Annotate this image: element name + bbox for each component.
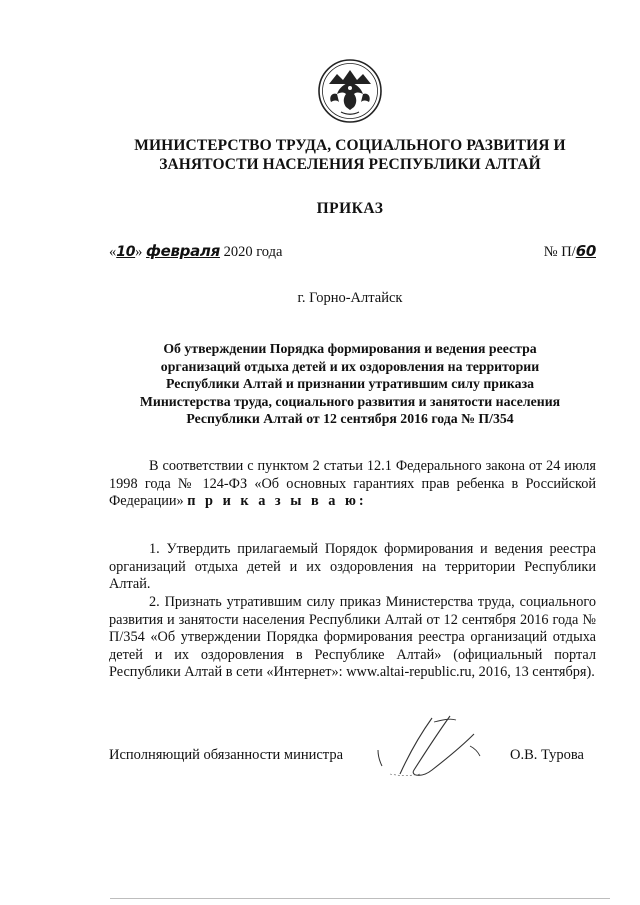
ministry-name: [100, 136, 600, 174]
page-bottom-edge: [110, 898, 610, 899]
order-item-1: 1. Утвердить прилагаемый Порядок формирования и ведения реестра организаций отдыха детей и их оздоровления на территории Республики Алтай.: [109, 541, 596, 592]
intro-paragraph: [109, 458, 596, 511]
date-day: 10: [116, 244, 136, 260]
signatory-position: Исполняющий обязанности министра: [109, 747, 344, 763]
ministry-line-1: МИНИСТЕРСТВО ТРУДА, СОЦИАЛЬНОГО РАЗВИТИЯ И: [134, 137, 566, 154]
order-word: п р и к а з ы в а ю:: [187, 493, 367, 509]
date-close-quote: »: [135, 244, 143, 260]
order-date: [109, 242, 282, 261]
subject-line-3: Республики Алтай и признании утратившим силу приказа: [165, 376, 535, 391]
altai-republic-emblem-icon: [317, 58, 383, 124]
handwritten-signature: [370, 712, 490, 782]
date-year: 2020 года: [223, 244, 283, 260]
order-number-value: 60: [575, 242, 596, 260]
document-type: ПРИКАЗ: [316, 200, 384, 217]
ministry-line-2: ЗАНЯТОСТИ НАСЕЛЕНИЯ РЕСПУБЛИКИ АЛТАЙ: [159, 156, 541, 173]
subject-line-4: Министерства труда, социального развития и занятости населения: [139, 393, 561, 409]
date-month: февраля: [146, 242, 220, 260]
signatory-name: О.В. Турова: [510, 747, 584, 763]
order-number-prefix: № П/: [543, 244, 576, 260]
city: г. Горно-Алтайск: [297, 290, 403, 306]
subject-line-2: организаций отдыха детей и их оздоровления на территории: [160, 358, 540, 374]
order-subject: [115, 340, 585, 428]
order-item-2: 2. Признать утратившим силу приказ Министерства труда, социального развития и занятости населения Республики Алтай от 12 сентября 2016 года № П/354 «Об утверждении Порядка формирования реестра организаций отдыха детей и их оздоровления в Республике Алтай» (официальный портал Республики Алтай в сети «Интернет»: www.altai-republic.ru, 2016, 13 сентября).: [109, 594, 596, 680]
intro-text: В соответствии с пунктом 2 статьи 12.1 Федерального закона от 24 июля 1998 года № 124-ФЗ «Об основных гарантиях прав ребенка в Российской Федерации»: [109, 458, 596, 509]
order-number: [544, 242, 596, 261]
subject-line-1: Об утверждении Порядка формирования и ведения реестра: [163, 341, 537, 356]
date-open-quote: «: [109, 244, 117, 260]
subject-line-5: Республики Алтай от 12 сентября 2016 года № П/354: [186, 411, 514, 426]
